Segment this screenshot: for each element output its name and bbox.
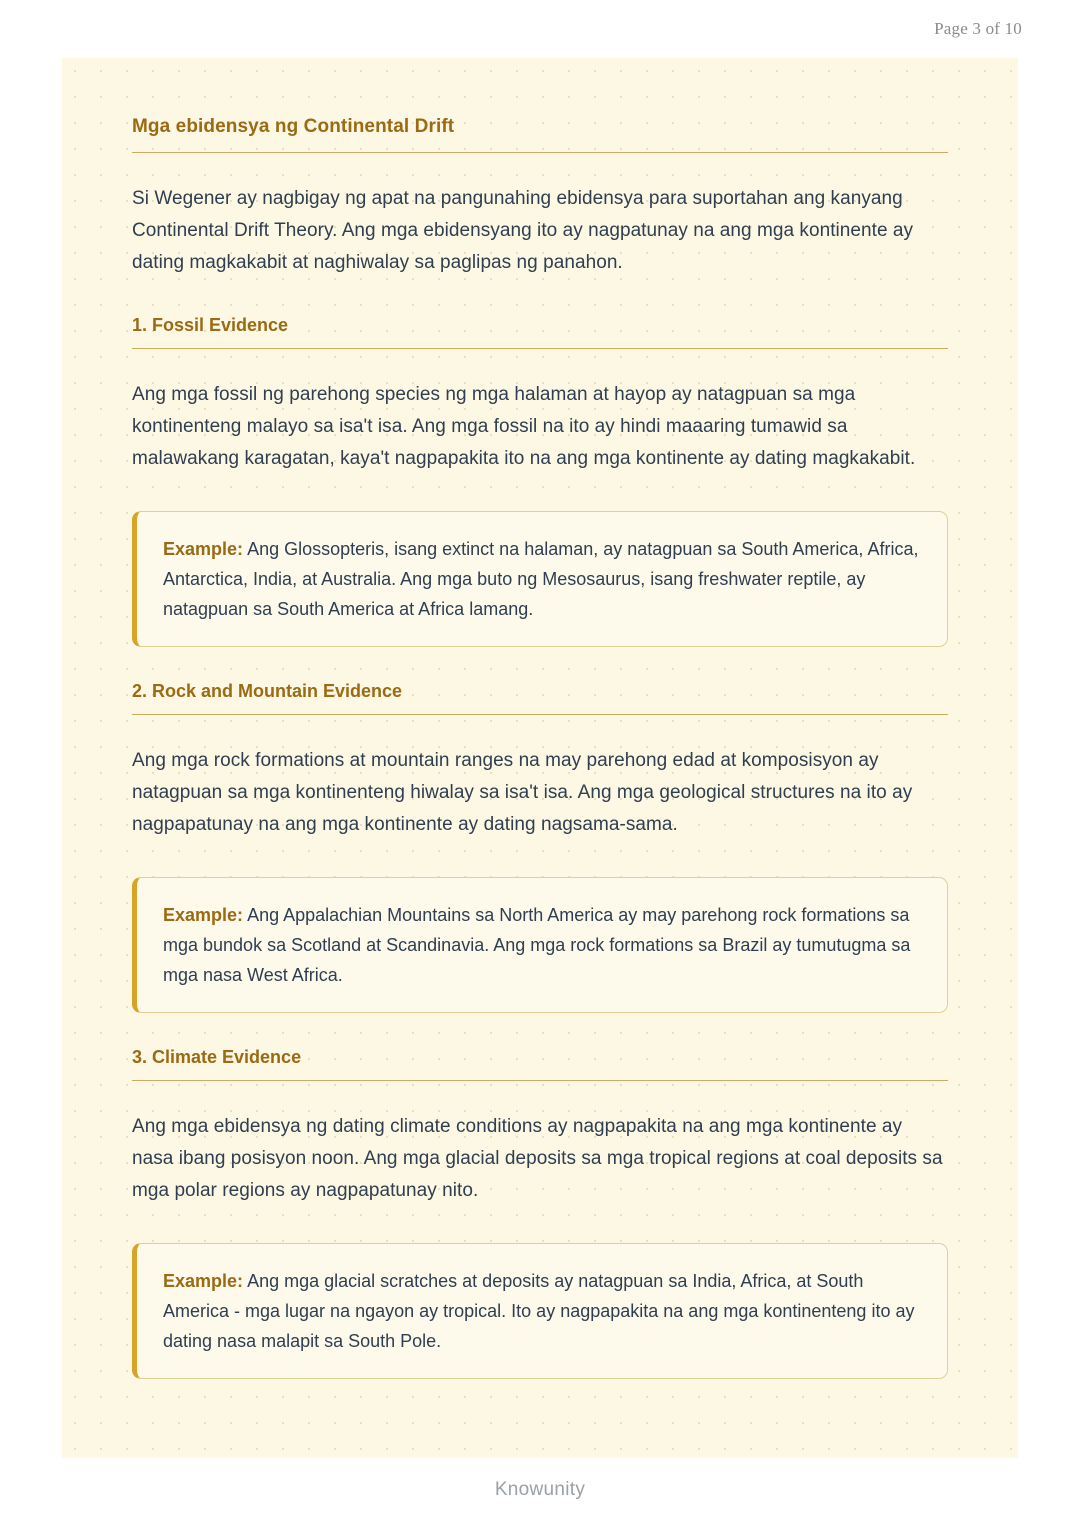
example-callout-1-text — [163, 534, 921, 624]
brand-label: Knowunity — [494, 1479, 586, 1500]
example-callout-1 — [132, 511, 948, 647]
page-footer — [0, 1479, 1080, 1501]
example-label-2: Example: — [163, 905, 244, 925]
section-heading-fossil-evidence: 1. Fossil Evidence — [132, 315, 289, 335]
example-label-3: Example: — [163, 1271, 244, 1291]
intro-paragraph: Si Wegener ay nagbigay ng apat na pangunahing ebidensya para suportahan ang kanyang Continental Drift Theory. Ang mga ebidensyang ito ay nagpatunay na ang mga kontinente ay dating magkakabit at naghiwalay sa paglipas ng panahon. — [132, 188, 914, 273]
section-divider-2 — [132, 714, 948, 715]
example-body-1: Ang Glossopteris, isang extinct na halaman, ay natagpuan sa South America, Africa, Antarctica, India, at Australia. Ang mga buto ng Mesosaurus, isang freshwater reptile, ay natagpuan sa South America at Africa lamang. — [163, 539, 919, 619]
section-body-fossil-evidence: Ang mga fossil ng parehong species ng mga halaman at hayop ay natagpuan sa mga kontinenteng malayo sa isa't isa. Ang mga fossil na ito ay hindi maaaring tumawid sa malawakang karagatan, kaya't nagpapakita ito na ang mga kontinente ay dating magkakabit. — [132, 384, 916, 469]
page-number-label: Page 3 of 10 — [934, 19, 1022, 38]
section-divider-1 — [132, 348, 948, 349]
example-callout-2 — [132, 877, 948, 1013]
section-heading-climate-evidence: 3. Climate Evidence — [132, 1047, 302, 1067]
example-body-3: Ang mga glacial scratches at deposits ay natagpuan sa India, Africa, at South America - mga lugar na ngayon ay tropical. Ito ay nagpapakita na ang mga kontinenteng ito ay dating nasa malapit sa South Pole. — [163, 1271, 915, 1351]
example-callout-3-text — [163, 1266, 921, 1356]
example-callout-2-text — [163, 900, 921, 990]
section-body-climate-evidence: Ang mga ebidensya ng dating climate conditions ay nagpapakita na ang mga kontinente ay nasa ibang posisyon noon. Ang mga glacial deposits sa mga tropical regions at coal deposits sa mga polar regions ay nagpapatunay nito. — [132, 1116, 943, 1201]
section-heading-rock-and-mountain-evidence: 2. Rock and Mountain Evidence — [132, 681, 403, 701]
section-divider-3 — [132, 1080, 948, 1081]
title-divider — [132, 152, 948, 153]
page-header — [0, 0, 1080, 58]
example-label-1: Example: — [163, 539, 244, 559]
page-title: Mga ebidensya ng Continental Drift — [132, 116, 455, 137]
document-sheet — [62, 58, 1018, 1458]
section-body-rock-and-mountain-evidence: Ang mga rock formations at mountain ranges na may parehong edad at komposisyon ay natagpuan sa mga kontinenteng hiwalay sa isa't isa. Ang mga geological structures na ito ay nagpapatunay na ang mga kontinente ay dating nagsama-sama. — [132, 750, 913, 835]
example-callout-3 — [132, 1243, 948, 1379]
example-body-2: Ang Appalachian Mountains sa North America ay may parehong rock formations sa mga bundok sa Scotland at Scandinavia. Ang mga rock formations sa Brazil ay tumutugma sa mga nasa West Africa. — [163, 905, 911, 985]
document-content — [132, 116, 948, 1379]
